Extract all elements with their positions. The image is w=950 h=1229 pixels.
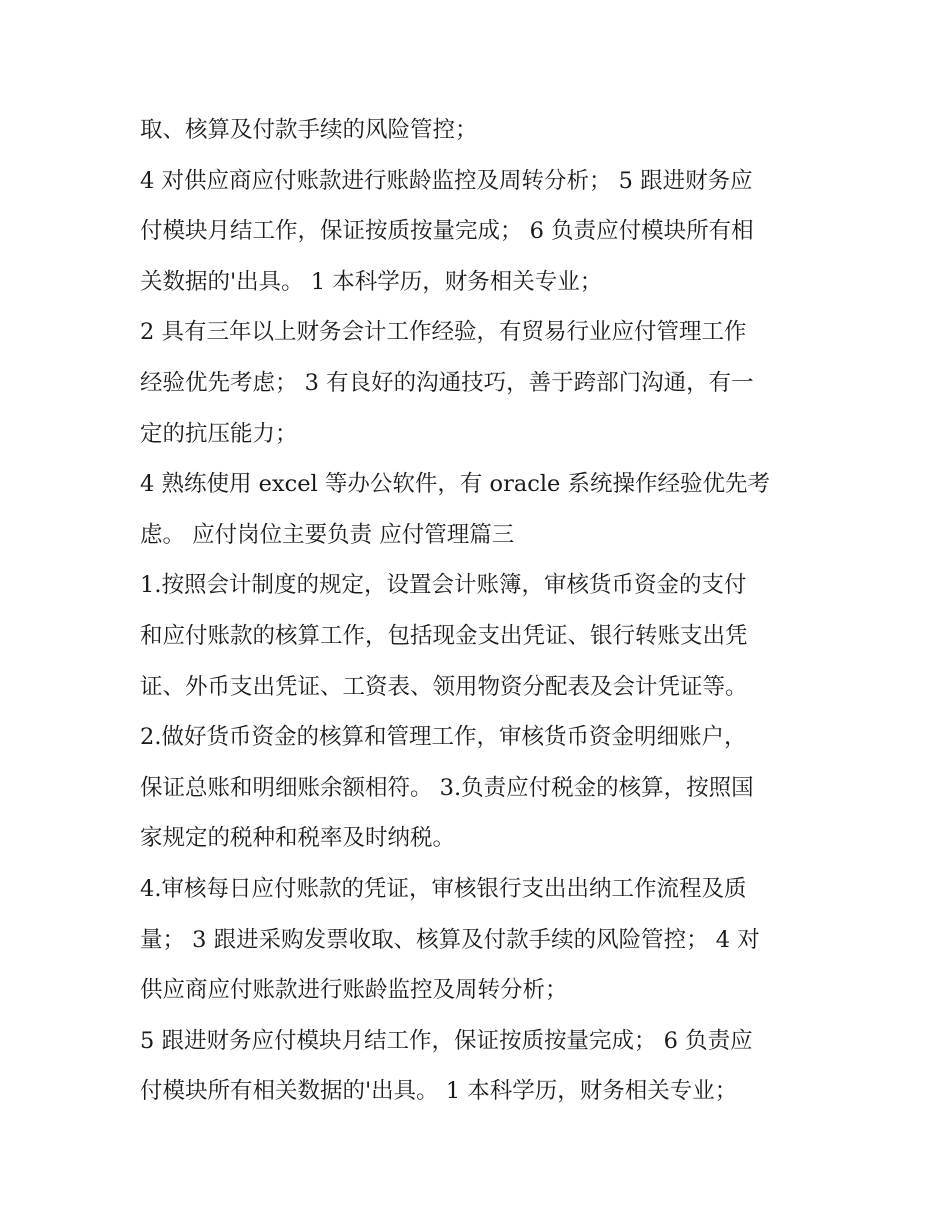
- text-line: 供应商应付账款进行账龄监控及周转分析；: [140, 977, 568, 1004]
- text-line: 虑。 应付岗位主要负责 应付管理篇三: [140, 521, 515, 548]
- text-line: 关数据的'出具。 1 本科学历，财务相关专业；: [140, 268, 603, 295]
- text-line: 量； 3 跟进采购发票收取、核算及付款手续的风险管控； 4 对: [140, 926, 760, 953]
- text-line: 定的抗压能力；: [140, 420, 298, 447]
- text-line: 2.做好货币资金的核算和管理工作，审核货币资金明细账户，: [140, 724, 747, 751]
- text-line: 经验优先考虑； 3 有良好的沟通技巧，善于跨部门沟通，有一: [140, 369, 754, 396]
- document-body: [140, 105, 820, 1117]
- text-line: 4.审核每日应付账款的凭证，审核银行支出出纳工作流程及质: [140, 875, 747, 902]
- text-line: 5 跟进财务应付模块月结工作，保证按质按量完成； 6 负责应: [140, 1027, 753, 1054]
- text-line: 2 具有三年以上财务会计工作经验，有贸易行业应付管理工作: [140, 319, 747, 346]
- text-line: 取、核算及付款手续的风险管控；: [140, 117, 478, 143]
- text-line: 证、外币支出凭证、工资表、领用物资分配表及会计凭证等。: [140, 673, 748, 700]
- text-line: 4 对供应商应付账款进行账龄监控及周转分析； 5 跟进财务应: [140, 167, 753, 194]
- text-line: 付模块所有相关数据的'出具。 1 本科学历，财务相关专业；: [140, 1078, 738, 1105]
- text-line: 4 熟练使用 excel 等办公软件，有 oracle 系统操作经验优先考: [140, 471, 771, 498]
- text-line: 付模块月结工作，保证按质按量完成； 6 负责应付模块所有相: [140, 218, 754, 245]
- text-line: 家规定的税种和税率及时纳税。: [140, 825, 456, 852]
- text-line: 和应付账款的核算工作，包括现金支出凭证、银行转账支出凭: [140, 622, 748, 649]
- text-line: 保证总账和明细账余额相符。 3.负责应付税金的核算，按照国: [140, 774, 754, 801]
- text-line: 1.按照会计制度的规定，设置会计账簿，审核货币资金的支付: [140, 572, 747, 599]
